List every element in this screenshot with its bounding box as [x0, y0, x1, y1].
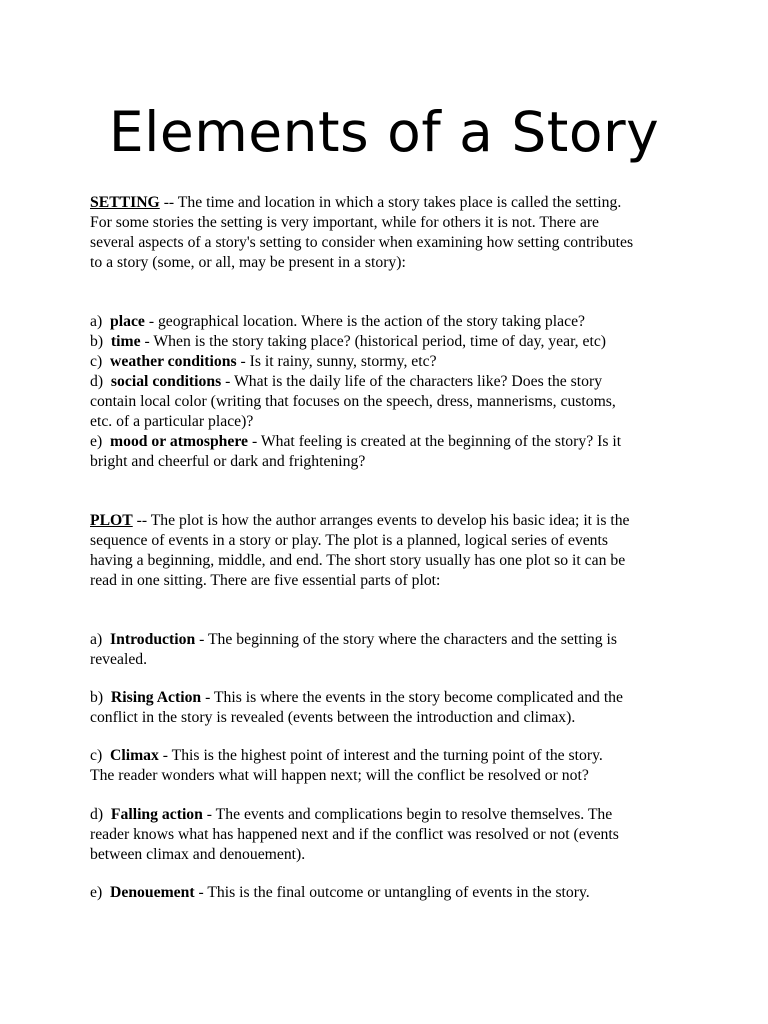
setting-item-place: a) place - geographical location. Where is the action of the story taking place? [90, 313, 585, 330]
setting-item-weather: c) weather conditions - Is it rainy, sunny, stormy, etc? [90, 353, 437, 370]
plot-item-denouement: e) Denouement - This is the final outcome or untangling of events in the story. [90, 884, 590, 901]
setting-item-time: b) time - When is the story taking place? (historical period, time of day, year, etc) [90, 333, 607, 350]
plot-term: Introduction [110, 631, 196, 648]
setting-intro-line: several aspects of a story's setting to consider when examining how setting contributes [90, 234, 634, 251]
plot-term: Climax [110, 747, 159, 764]
plot-item-falling-action: d) Falling action - The events and complications begin to resolve themselves. The reader knows what has happened next and if the conflict was resolved or not (events between climax and denouement). [90, 806, 619, 863]
setting-intro-line: SETTING -- The time and location in which a story takes place is called the setting. [90, 194, 622, 211]
plot-intro [90, 511, 690, 591]
setting-term: time [110, 333, 141, 350]
setting-item-social-cont: etc. of a particular place)? [90, 413, 254, 430]
plot-term: Denouement [110, 884, 195, 901]
setting-term: social conditions [110, 373, 222, 390]
plot-term: Falling action [110, 806, 203, 823]
setting-term: mood or atmosphere [110, 433, 249, 450]
setting-item-mood: e) mood or atmosphere - What feeling is created at the beginning of the story? Is it [90, 433, 622, 450]
plot-item-climax: c) Climax - This is the highest point of interest and the turning point of the story. The reader wonders what will happen next; will the conflict be resolved or not? [90, 747, 603, 784]
setting-item-mood-cont: bright and cheerful or dark and frightening? [90, 453, 366, 470]
setting-items-list [90, 312, 690, 472]
plot-intro-line: PLOT -- The plot is how the author arranges events to develop his basic idea; it is the [90, 512, 630, 529]
setting-intro [90, 193, 690, 273]
setting-term: weather conditions [110, 353, 237, 370]
plot-intro-line: having a beginning, middle, and end. The short story usually has one plot so it can be [90, 552, 626, 569]
setting-term: place [110, 313, 145, 330]
plot-intro-line: sequence of events in a story or play. The plot is a planned, logical series of events [90, 532, 608, 549]
setting-item-social: d) social conditions - What is the daily life of the characters like? Does the story [90, 373, 603, 390]
setting-item-social-cont: contain local color (writing that focuses on the speech, dress, mannerisms, customs, [90, 393, 616, 410]
plot-intro-line: read in one sitting. There are five essential parts of plot: [90, 572, 441, 589]
plot-item-rising-action: b) Rising Action - This is where the events in the story become complicated and the conflict in the story is revealed (events between the introduction and climax). [90, 689, 623, 726]
page-title: Elements of a Story [108, 100, 660, 164]
plot-term: Rising Action [110, 689, 202, 706]
plot-item-introduction: a) Introduction - The beginning of the story where the characters and the setting is revealed. [90, 631, 618, 668]
setting-intro-line: to a story (some, or all, may be present in a story): [90, 254, 406, 271]
setting-intro-line: For some stories the setting is very important, while for others it is not. There are [90, 214, 600, 231]
setting-heading: SETTING [90, 194, 160, 211]
plot-heading: PLOT [90, 512, 133, 529]
